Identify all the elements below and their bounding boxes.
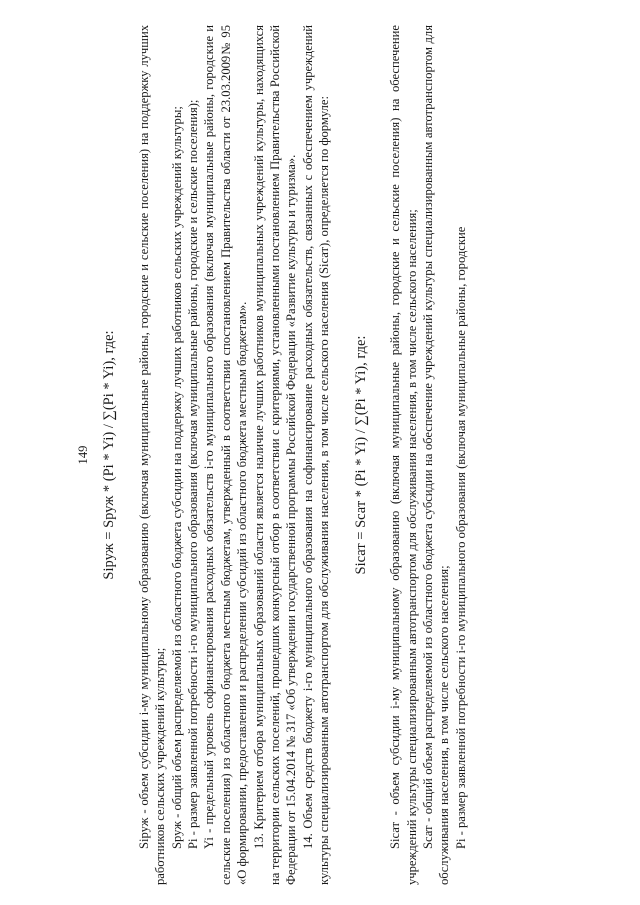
definition-siruzh: Sіруж - объем субсидии i-му муниципальному образованию (включая муниципальные районы, городские и сельские поселения) на поддержку лучших работников сельских учреждений культуры; (136, 25, 168, 885)
page-number: 149 (76, 445, 90, 465)
definition-pi-2: Pi - размер заявленной потребности i-го муниципального образования (включая муниципальные районы, городские (453, 226, 468, 849)
clause-13: 13. Критерием отбора муниципальных образований области является наличие лучших работников муниципальных учреждений культуры, находящихся на территории сельских поселений, прошедших конкурсный отбор в соответствии с критериями, установленными постановлением Правительства Российской Федерации от 15.04.2014 № 317 «Об утверждении государственной программы Российской Федерации «Развитие культуры и туризма». (251, 25, 299, 885)
rotated-text-block (75, 25, 585, 885)
formula-subsidy-autotransport: Sісат = Sсат * (Pi * Yi) / ∑(Pi * Yi), где: (352, 335, 369, 575)
definition-yi: Yi - предельный уровень софинансирования расходных обязательств i-го муниципального образования (включая муниципальные районы, городские и сельские поселения) из областного бюджета местным бюджетам, утвержденный в соответствии спостановлением Правительства области от 23.03.2009№ 95 «О формировании, предоставлении и распределении субсидий из областного бюджета местным бюджетам». (202, 25, 250, 885)
definition-ssat: Sсат - общий объем распределяемой из областного бюджета субсидии на обеспечение учреждений культуры специализированным автотранспортом для обслуживания населения, в том числе сельского населения; (420, 25, 452, 885)
definition-sruzh: Sруж - общий объем распределяемой из областного бюджета субсидии на поддержку лучших работников сельских учреждений культуры; (169, 106, 184, 849)
formula-subsidy-best-workers: Siруж = Sруж * (Pi * Yi) / ∑(Pi * Yi), где: (101, 330, 118, 580)
definition-pi: Pi - размер заявленной потребности i-го муниципального образования (включая муниципальные районы, городские и сельские поселения); (186, 99, 201, 849)
definition-sisat: Sісат - объем субсидии i-му муниципальному образованию (включая муниципальные районы, городские и сельские поселения) на обеспечение учреждений культуры специализированным автотранспортом для обслуживания населения, в том числе сельского населения; (388, 25, 419, 885)
clause-14: 14. Объем средств бюджету i-го муниципального образования на софинансирование расходных обязательств, связанных с обеспечением учреждений культуры специализированным автотранспортом для обслуживания населения, в том числе сельского населения (Sісат), определяется по формуле: (300, 25, 332, 885)
